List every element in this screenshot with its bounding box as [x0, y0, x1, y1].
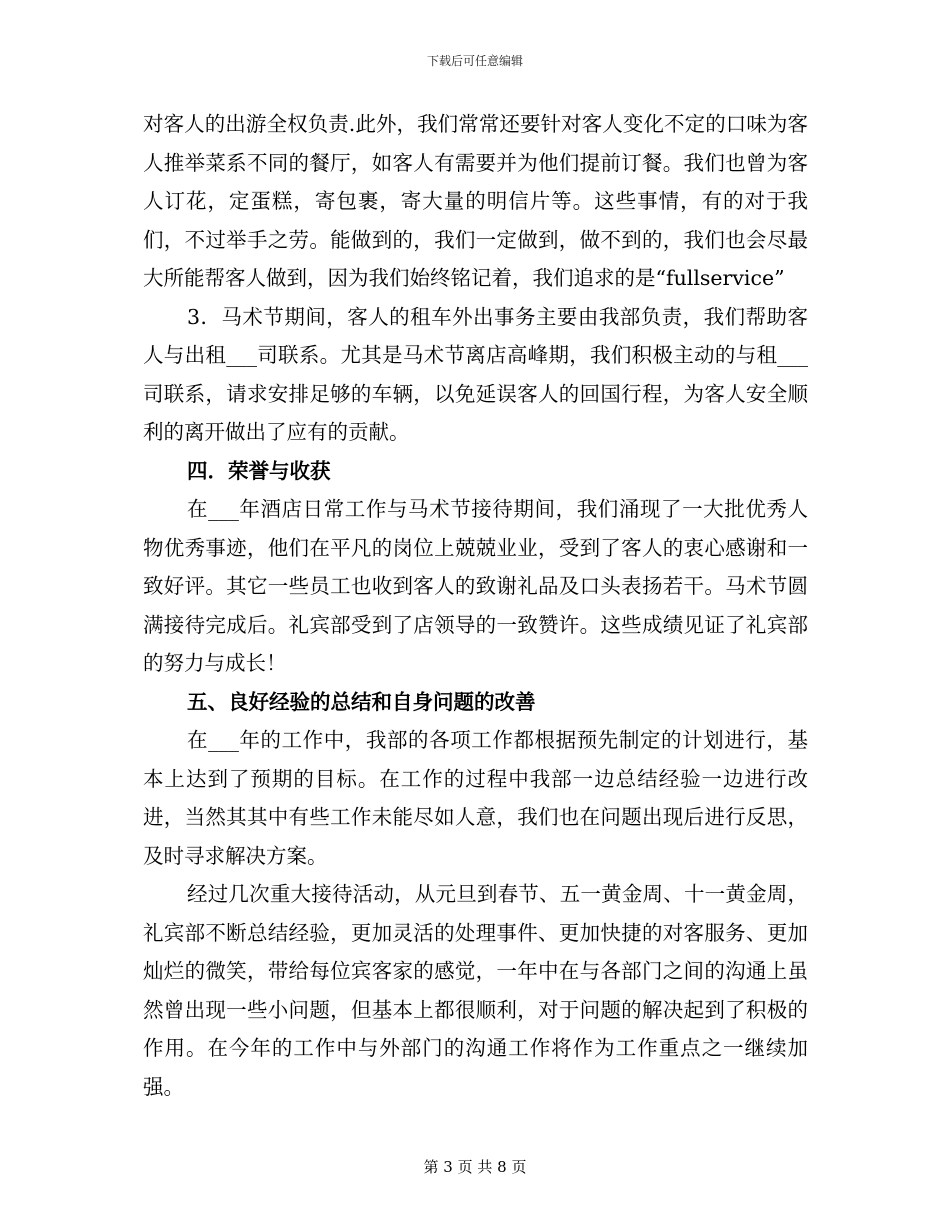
document-body — [143, 105, 808, 1106]
section-heading-summary: 五、良好经验的总结和自身问题的改善 — [187, 689, 536, 714]
body-paragraph-2: 3．马术节期间，客人的租车外出事务主要由我部负责，我们帮助客人与出租___司联系。尤其是马术节离店高峰期，我们积极主动的与租___司联系，请求安排足够的车辆，以免延误客人的回国行程，为客人安全顺利的离开做出了应有的贡献。 — [143, 304, 808, 444]
body-paragraph-3: 在___年酒店日常工作与马术节接待期间，我们涌现了一大批优秀人物优秀事迹，他们在平凡的岗位上兢兢业业，受到了客人的衷心感谢和一致好评。其它一些员工也收到客人的致谢礼品及口头表扬若干。马术节圆满接待完成后。礼宾部受到了店领导的一致赞许。这些成绩见证了礼宾部的努力与成长！ — [143, 497, 808, 675]
body-paragraph-4: 在___年的工作中，我部的各项工作都根据预先制定的计划进行，基本上达到了预期的目标。在工作的过程中我部一边总结经验一边进行改进，当然其其中有些工作未能尽如人意，我们也在问题出现后进行反思，及时寻求解决方案。 — [143, 728, 808, 868]
page-header: 下载后可任意编辑 — [426, 54, 523, 68]
body-paragraph-5: 经过几次重大接待活动，从元旦到春节、五一黄金周、十一黄金周，礼宾部不断总结经验，更加灵活的处理事件、更加快捷的对客服务、更加灿烂的微笑，带给每位宾客家的感觉，一年中在与各部门之间的沟通上虽然曾出现一些小问题，但基本上都很顺利，对于问题的解决起到了积极的作用。在今年的工作中与外部门的沟通工作将作为工作重点之一继续加强。 — [143, 882, 808, 1099]
section-heading-honors: 四．荣誉与收获 — [187, 458, 331, 483]
page-number: 第 3 页 共 8 页 — [423, 1158, 527, 1176]
body-paragraph-1: 对客人的出游全权负责.此外，我们常常还要针对客人变化不定的口味为客人推举菜系不同的餐厅，如客人有需要并为他们提前订餐。我们也曾为客人订花，定蛋糕，寄包裹，寄大量的明信片等。这些事情，有的对于我们，不过举手之劳。能做到的，我们一定做到，做不到的，我们也会尽最大所能帮客人做到，因为我们始终铭记着，我们追求的是“fullservice” — [143, 112, 808, 290]
